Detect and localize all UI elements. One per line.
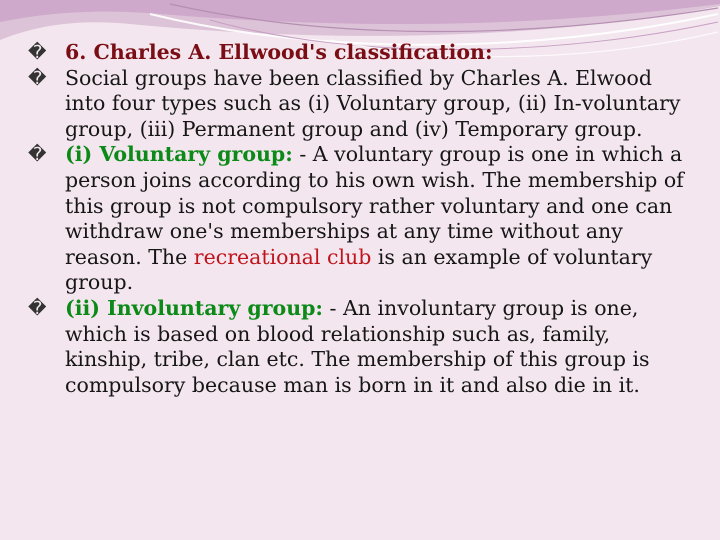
bullet-icon: � <box>28 67 47 89</box>
voluntary-text-a: - A voluntary group is one in which a person joins according to his own wish. The membership of this group is not compulsory rather voluntary and one can withdraw one's memberships at any time without any reason. The <box>65 142 684 269</box>
bullet-icon: � <box>28 144 47 166</box>
voluntary-text-b: is an example of voluntary group. <box>65 244 653 295</box>
involuntary-text: - An involuntary group is one, which is based on blood relationship such as, family, kinship, tribe, clan etc. The membership of this group is compulsory because man is born in it and also die in it. <box>65 295 650 397</box>
involuntary-label: (ii) Involuntary group: <box>65 295 324 320</box>
involuntary-paragraph <box>28 296 698 398</box>
voluntary-label: (i) Voluntary group: <box>65 142 293 167</box>
slide-heading: 6. Charles A. Ellwood's classification: <box>65 40 493 64</box>
bullet-icon: � <box>28 42 47 63</box>
intro-text: Social groups have been classified by Charles A. Elwood into four types such as (i) Voluntary group, (ii) In-voluntary group, (iii) Permanent group and (iv) Temporary group. <box>65 65 681 141</box>
slide-content <box>28 40 698 398</box>
voluntary-paragraph <box>28 142 698 296</box>
bullet-icon: � <box>28 297 47 319</box>
intro-paragraph <box>28 66 698 143</box>
heading-paragraph <box>28 40 698 66</box>
recreational-club-highlight: recreational club <box>193 244 372 269</box>
